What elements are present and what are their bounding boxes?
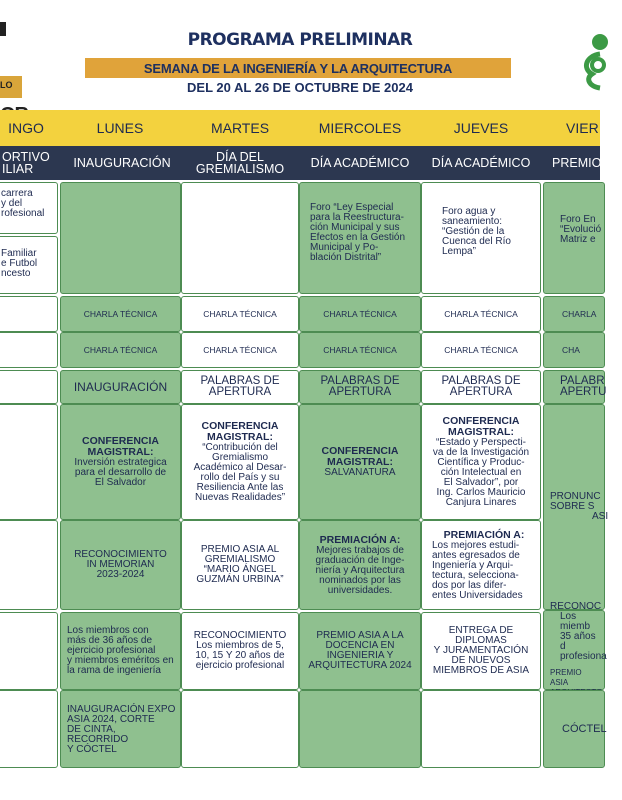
- tuesday-technical-talk-2: CHARLA TÉCNICA: [181, 332, 299, 368]
- tuesday-recognition: RECONOCIMIENTO Los miembros de 5, 10, 15 Y 20 años de ejercicio profesional: [181, 612, 299, 690]
- subtitle-text: SEMANA DE LA INGENIERÍA Y LA ARQUITECTURA: [143, 60, 453, 76]
- thursday-technical-talk-1: CHARLA TÉCNICA: [421, 296, 541, 332]
- theme-tuesday: DÍA DEL GREMIALISMO: [195, 150, 285, 176]
- thursday-awards: PREMIACIÓN A: Los mejores estudi- antes egresados de Ingeniería y Arqui- tectura, selecciona- dos por las difer- entes Universidades: [421, 520, 541, 610]
- thursday-forum: Foro agua y saneamiento: “Gestión de la Cuenca del Río Lempa”: [421, 182, 541, 294]
- friday-technical-talk-1: CHARLA: [543, 296, 605, 332]
- theme-monday: INAUGURACIÓN: [73, 156, 171, 170]
- day-wednesday: MIERCOLES: [318, 120, 402, 136]
- friday-recognition: RECONOC Los miemb 35 años d profesiona PREMIO ASIA: [543, 610, 605, 690]
- tuesday-gremialism-award: PREMIO ASIA AL GREMIALISMO “MARIO ÁNGEL GUZMÁN URBINA”: [181, 520, 299, 610]
- day-monday: LUNES: [96, 120, 144, 136]
- monday-technical-talk-2: CHARLA TÉCNICA: [60, 332, 181, 368]
- sunday-slot-r4: [0, 370, 58, 404]
- monday-empty-slot: [60, 182, 181, 294]
- theme-friday: PREMIO: [552, 156, 602, 170]
- monday-senior-members: Los miembros con más de 36 años de ejercicio profesional y miembros eméritos en la rama de ingeniería: [60, 612, 181, 690]
- event-dates: DEL 20 AL 26 DE OCTUBRE DE 2024: [187, 80, 413, 95]
- friday-pronouncement: PRONUNC SOBRE S ASI: [543, 404, 605, 610]
- thursday-slot-r8: [421, 690, 541, 768]
- friday-technical-talk-2: CHA: [543, 332, 605, 368]
- monday-technical-talk-1: CHARLA TÉCNICA: [60, 296, 181, 332]
- thursday-keynote: CONFERENCIA MAGISTRAL: “Estado y Perspecti- va de la Investigación Científica y Produc- ción Intelectual en El Salvador”, por Ing. Carlos Mauricio Canjura Linares: [421, 404, 541, 520]
- wednesday-forum: Foro “Ley Especial para la Reestructura- ción Municipal y sus Efectos en la Gestión Municipal y Po- blación Distrital”: [299, 182, 421, 294]
- day-thursday: JUEVES: [453, 120, 509, 136]
- day-tuesday: MARTES: [210, 120, 270, 136]
- thursday-technical-talk-2: CHARLA TÉCNICA: [421, 332, 541, 368]
- theme-wednesday: DÍA ACADÉMICO: [310, 156, 410, 170]
- wednesday-teaching-award: PREMIO ASIA A LA DOCENCIA EN INGENIERIA Y ARQUITECTURA 2024: [299, 612, 421, 690]
- sunday-slot-r2: [0, 296, 58, 332]
- theme-thursday: DÍA ACADÉMICO: [431, 156, 531, 170]
- tuesday-empty-slot: [181, 182, 299, 294]
- wednesday-opening-words: PALABRAS DE APERTURA: [299, 370, 421, 404]
- thursday-diplomas: ENTREGA DE DIPLOMAS Y JURAMENTACIÓN DE NUEVOS MIEMBROS DE ASIA: [421, 612, 541, 690]
- sunday-slot-r5: [0, 404, 58, 520]
- friday-opening-words: PALABR APERTU: [543, 370, 605, 404]
- monday-in-memoriam: RECONOCIMIENTO IN MEMORIAN 2023-2024: [60, 520, 181, 610]
- page-title: PROGRAMA PRELIMINAR: [187, 30, 413, 50]
- monday-inauguration: INAUGURACIÓN: [60, 370, 181, 404]
- tuesday-opening-words: PALABRAS DE APERTURA: [181, 370, 299, 404]
- theme-sunday: ORTIVO ILIAR: [2, 150, 50, 176]
- wednesday-awards: PREMIACIÓN A: Mejores trabajos de graduación de Inge- niería y Arquitectura nominados por las universidades.: [299, 520, 421, 610]
- monday-expo-inauguration: INAUGURACIÓN EXPO ASIA 2024, CORTE DE CINTA, RECORRIDO Y CÓCTEL: [60, 690, 181, 768]
- tuesday-slot-r8: [181, 690, 299, 768]
- tuesday-technical-talk-1: CHARLA TÉCNICA: [181, 296, 299, 332]
- friday-cocktail: CÓCTEL: [543, 690, 605, 768]
- sunday-event-career: carrera y del rofesional: [0, 182, 58, 234]
- tuesday-keynote: CONFERENCIA MAGISTRAL: “Contribución del Gremialismo Académico al Desar- rollo del País y su Resiliencia Ante las Nuevas Realidades”: [181, 404, 299, 520]
- day-friday: VIER: [566, 120, 599, 136]
- wednesday-slot-r8: [299, 690, 421, 768]
- day-sunday: INGO: [8, 120, 44, 136]
- monday-keynote: CONFERENCIA MAGISTRAL: Inversión estrategica para el desarrollo de El Salvador: [60, 404, 181, 520]
- sunday-slot-r6: [0, 520, 58, 610]
- sunday-event-family: Familiar e Futbol ncesto: [0, 236, 58, 294]
- sunday-slot-r8: [0, 690, 58, 768]
- logo-left-text: LO: [0, 80, 13, 90]
- wednesday-technical-talk-2: CHARLA TÉCNICA: [299, 332, 421, 368]
- wednesday-keynote: CONFERENCIA MAGISTRAL: SALVANATURA: [299, 404, 421, 520]
- wednesday-technical-talk-1: CHARLA TÉCNICA: [299, 296, 421, 332]
- sunday-slot-r7: [0, 612, 58, 690]
- friday-forum: Foro En “Evolució Matriz e: [543, 182, 605, 294]
- sunday-slot-r3: [0, 332, 58, 368]
- subtitle-banner: [85, 58, 511, 78]
- thursday-opening-words: PALABRAS DE APERTURA: [421, 370, 541, 404]
